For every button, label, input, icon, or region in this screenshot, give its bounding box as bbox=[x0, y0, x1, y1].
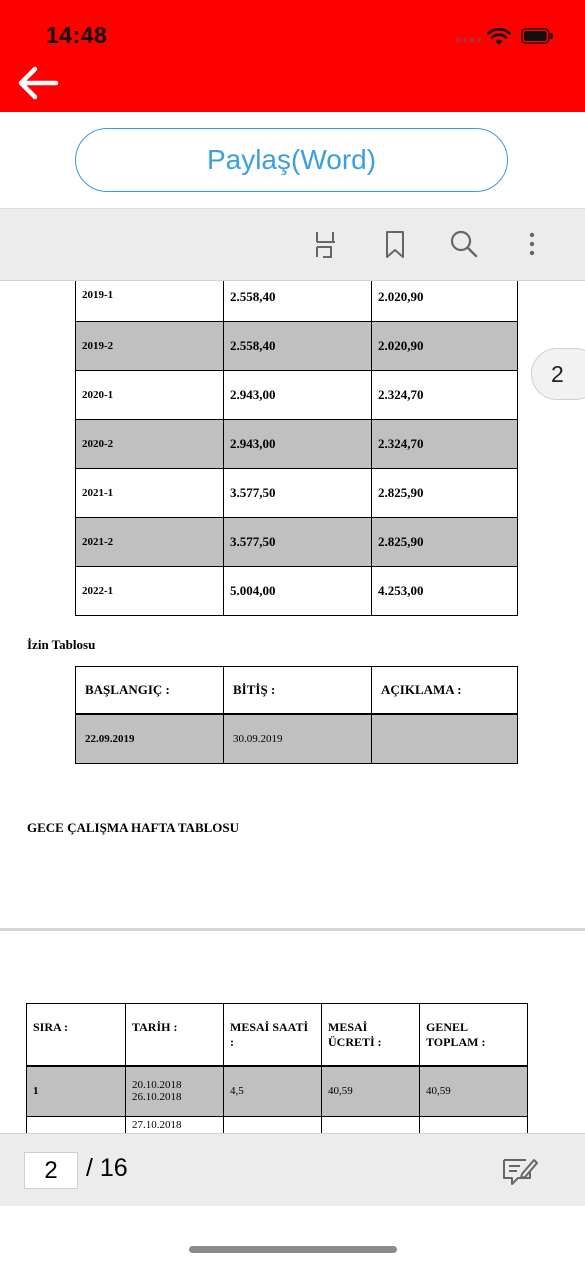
app-header bbox=[0, 0, 585, 112]
share-word-button[interactable]: Paylaş(Word) bbox=[75, 128, 508, 192]
home-indicator bbox=[189, 1246, 397, 1253]
gece-header-ucret: MESAİ ÜCRETİ : bbox=[322, 1004, 420, 1066]
rate-net-cell: 2.324,70 bbox=[372, 370, 518, 419]
gece-header-saat: MESAİ SAATİ : bbox=[224, 1004, 322, 1066]
rate-table-row bbox=[76, 370, 518, 419]
rate-net-cell: 2.020,90 bbox=[372, 281, 518, 321]
rate-gross-cell: 2.943,00 bbox=[224, 370, 372, 419]
bookmark-icon[interactable] bbox=[379, 227, 411, 261]
gece-table bbox=[26, 1003, 528, 1133]
rate-period-cell: 2021-2 bbox=[76, 517, 224, 566]
search-icon[interactable] bbox=[448, 227, 480, 261]
page-total: / 16 bbox=[86, 1154, 128, 1182]
pagination-bar bbox=[0, 1133, 585, 1206]
rate-table-row bbox=[76, 321, 518, 370]
rate-gross-cell: 3.577,50 bbox=[224, 468, 372, 517]
izin-header-start: BAŞLANGIÇ : bbox=[76, 667, 224, 714]
izin-header-end: BİTİŞ : bbox=[224, 667, 372, 714]
gece-cell-sira bbox=[27, 1117, 126, 1134]
izin-table bbox=[75, 666, 518, 764]
izin-cell-end: 30.09.2019 bbox=[224, 714, 372, 764]
izin-cell-desc bbox=[372, 714, 518, 764]
rate-gross-cell: 2.943,00 bbox=[224, 419, 372, 468]
gece-cell-saat: 4,5 bbox=[224, 1066, 322, 1117]
page-divider bbox=[0, 928, 585, 931]
viewer-toolbar bbox=[0, 208, 585, 281]
rate-table-row bbox=[76, 468, 518, 517]
izin-cell-start: 22.09.2019 bbox=[76, 714, 224, 764]
gece-header-sira: SIRA : bbox=[27, 1004, 126, 1066]
gece-header-tarih: TARİH : bbox=[126, 1004, 224, 1066]
gece-cell-ucret bbox=[322, 1117, 420, 1134]
rate-period-cell: 2019-2 bbox=[76, 321, 224, 370]
battery-icon bbox=[521, 28, 553, 44]
gece-cell-toplam bbox=[420, 1117, 528, 1134]
gece-cell-saat bbox=[224, 1117, 322, 1134]
rate-net-cell: 2.825,90 bbox=[372, 468, 518, 517]
gece-header-toplam: GENEL TOPLAM : bbox=[420, 1004, 528, 1066]
rate-period-cell: 2021-1 bbox=[76, 468, 224, 517]
more-vertical-icon[interactable] bbox=[516, 227, 548, 261]
rate-table-row bbox=[76, 281, 518, 321]
rate-net-cell: 4.253,00 bbox=[372, 566, 518, 615]
gece-table-title: GECE ÇALIŞMA HAFTA TABLOSU bbox=[27, 820, 240, 835]
gece-cell-ucret: 40,59 bbox=[322, 1066, 420, 1117]
back-arrow-icon[interactable] bbox=[14, 60, 60, 106]
rate-table-row bbox=[76, 517, 518, 566]
pdf-document-view[interactable] bbox=[0, 281, 585, 1133]
page-indicator-badge[interactable]: 2 bbox=[531, 348, 585, 400]
izin-header-desc: AÇIKLAMA : bbox=[372, 667, 518, 714]
gece-cell-tarih: 27.10.2018 bbox=[126, 1117, 224, 1134]
rate-gross-cell: 5.004,00 bbox=[224, 566, 372, 615]
rate-period-cell: 2019-1 bbox=[76, 281, 224, 321]
annotate-edit-icon[interactable] bbox=[500, 1154, 540, 1188]
gece-cell-toplam: 40,59 bbox=[420, 1066, 528, 1117]
page-number-input[interactable]: 2 bbox=[24, 1152, 78, 1189]
rate-gross-cell: 3.577,50 bbox=[224, 517, 372, 566]
rate-gross-cell: 2.558,40 bbox=[224, 321, 372, 370]
izin-table-title: İzin Tablosu bbox=[27, 637, 96, 652]
cellular-signal-icon bbox=[456, 38, 481, 42]
rate-net-cell: 2.324,70 bbox=[372, 419, 518, 468]
status-time: 14:48 bbox=[46, 22, 108, 48]
gece-cell-sira: 1 bbox=[27, 1066, 126, 1117]
rate-period-cell: 2020-2 bbox=[76, 419, 224, 468]
gece-cell-tarih: 20.10.2018 26.10.2018 bbox=[126, 1066, 224, 1117]
rate-net-cell: 2.825,90 bbox=[372, 517, 518, 566]
reading-mode-icon[interactable] bbox=[309, 227, 341, 261]
rate-period-cell: 2020-1 bbox=[76, 370, 224, 419]
rate-period-cell: 2022-1 bbox=[76, 566, 224, 615]
rate-table-row bbox=[76, 566, 518, 615]
rate-gross-cell: 2.558,40 bbox=[224, 281, 372, 321]
rate-table-row bbox=[76, 419, 518, 468]
rate-table bbox=[75, 281, 518, 616]
wifi-icon bbox=[487, 26, 511, 46]
rate-net-cell: 2.020,90 bbox=[372, 321, 518, 370]
